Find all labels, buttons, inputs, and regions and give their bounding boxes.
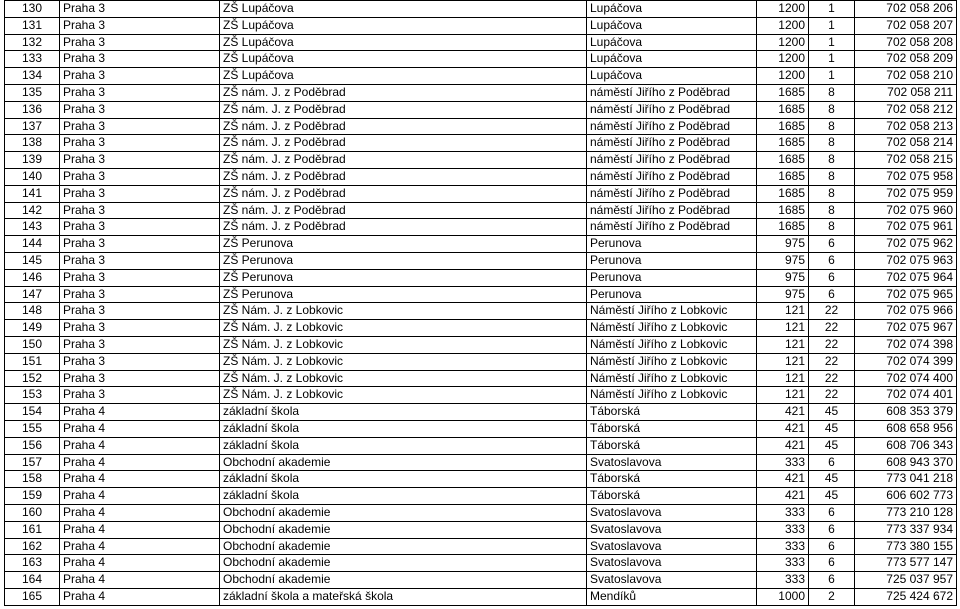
phone-number-cell[interactable]: 773 577 147 bbox=[855, 555, 957, 572]
district-cell[interactable]: Praha 3 bbox=[60, 168, 220, 185]
row-number-cell[interactable]: 135 bbox=[5, 84, 60, 101]
count-cell[interactable]: 45 bbox=[809, 488, 855, 505]
row-number-cell[interactable]: 139 bbox=[5, 152, 60, 169]
phone-number-cell[interactable]: 702 058 207 bbox=[855, 17, 957, 34]
capacity-cell[interactable]: 1200 bbox=[757, 51, 809, 68]
capacity-cell[interactable]: 421 bbox=[757, 404, 809, 421]
row-number-cell[interactable]: 154 bbox=[5, 404, 60, 421]
table-row bbox=[5, 17, 957, 34]
table-row bbox=[5, 51, 957, 68]
row-number-cell[interactable]: 134 bbox=[5, 68, 60, 85]
table-row bbox=[5, 572, 957, 589]
street-cell[interactable]: Lupáčova bbox=[587, 34, 757, 51]
street-cell[interactable]: Táborská bbox=[587, 420, 757, 437]
phone-number-cell[interactable]: 702 075 962 bbox=[855, 236, 957, 253]
district-cell[interactable]: Praha 3 bbox=[60, 1, 220, 18]
count-cell[interactable]: 1 bbox=[809, 34, 855, 51]
row-number-cell[interactable]: 143 bbox=[5, 219, 60, 236]
street-cell[interactable]: náměstí Jiřího z Poděbrad bbox=[587, 84, 757, 101]
table-row bbox=[5, 219, 957, 236]
phone-number-cell[interactable]: 702 058 215 bbox=[855, 152, 957, 169]
table-row bbox=[5, 252, 957, 269]
district-cell[interactable]: Praha 3 bbox=[60, 17, 220, 34]
street-cell[interactable]: Svatoslavova bbox=[587, 572, 757, 589]
count-cell[interactable]: 8 bbox=[809, 152, 855, 169]
school-name-cell[interactable]: základní škola bbox=[220, 437, 587, 454]
district-cell[interactable]: Praha 4 bbox=[60, 555, 220, 572]
capacity-cell[interactable]: 1685 bbox=[757, 168, 809, 185]
street-cell[interactable]: Náměstí Jiřího z Lobkovic bbox=[587, 303, 757, 320]
street-cell[interactable]: náměstí Jiřího z Poděbrad bbox=[587, 118, 757, 135]
capacity-cell[interactable]: 1000 bbox=[757, 588, 809, 605]
district-cell[interactable]: Praha 3 bbox=[60, 152, 220, 169]
count-cell[interactable]: 6 bbox=[809, 454, 855, 471]
capacity-cell[interactable]: 1685 bbox=[757, 118, 809, 135]
table-row bbox=[5, 152, 957, 169]
table-row bbox=[5, 185, 957, 202]
table-row bbox=[5, 471, 957, 488]
school-name-cell[interactable]: ZŠ nám. J. z Poděbrad bbox=[220, 219, 587, 236]
district-cell[interactable]: Praha 3 bbox=[60, 101, 220, 118]
district-cell[interactable]: Praha 3 bbox=[60, 68, 220, 85]
district-cell[interactable]: Praha 4 bbox=[60, 538, 220, 555]
street-cell[interactable]: náměstí Jiřího z Poděbrad bbox=[587, 219, 757, 236]
capacity-cell[interactable]: 421 bbox=[757, 471, 809, 488]
capacity-cell[interactable]: 1200 bbox=[757, 1, 809, 18]
district-cell[interactable]: Praha 3 bbox=[60, 252, 220, 269]
row-number-cell[interactable]: 145 bbox=[5, 252, 60, 269]
table-row bbox=[5, 168, 957, 185]
count-cell[interactable]: 8 bbox=[809, 84, 855, 101]
district-cell[interactable]: Praha 4 bbox=[60, 437, 220, 454]
district-cell[interactable]: Praha 4 bbox=[60, 488, 220, 505]
street-cell[interactable]: Náměstí Jiřího z Lobkovic bbox=[587, 370, 757, 387]
capacity-cell[interactable]: 975 bbox=[757, 236, 809, 253]
count-cell[interactable]: 6 bbox=[809, 521, 855, 538]
row-number-cell[interactable]: 148 bbox=[5, 303, 60, 320]
row-number-cell[interactable]: 150 bbox=[5, 336, 60, 353]
phone-number-cell[interactable]: 702 058 209 bbox=[855, 51, 957, 68]
count-cell[interactable]: 1 bbox=[809, 68, 855, 85]
school-name-cell[interactable]: ZŠ Perunova bbox=[220, 252, 587, 269]
phone-number-cell[interactable]: 702 058 211 bbox=[855, 84, 957, 101]
phone-number-cell[interactable]: 702 075 961 bbox=[855, 219, 957, 236]
district-cell[interactable]: Praha 4 bbox=[60, 504, 220, 521]
district-cell[interactable]: Praha 3 bbox=[60, 370, 220, 387]
street-cell[interactable]: Náměstí Jiřího z Lobkovic bbox=[587, 387, 757, 404]
school-name-cell[interactable]: ZŠ nám. J. z Poděbrad bbox=[220, 202, 587, 219]
school-name-cell[interactable]: Obchodní akademie bbox=[220, 538, 587, 555]
capacity-cell[interactable]: 1685 bbox=[757, 101, 809, 118]
table-row bbox=[5, 101, 957, 118]
street-cell[interactable]: náměstí Jiřího z Poděbrad bbox=[587, 135, 757, 152]
capacity-cell[interactable]: 1685 bbox=[757, 219, 809, 236]
phone-number-cell[interactable]: 702 058 206 bbox=[855, 1, 957, 18]
street-cell[interactable]: Perunova bbox=[587, 252, 757, 269]
school-name-cell[interactable]: základní škola bbox=[220, 488, 587, 505]
school-name-cell[interactable]: ZŠ nám. J. z Poděbrad bbox=[220, 84, 587, 101]
capacity-cell[interactable]: 333 bbox=[757, 538, 809, 555]
phone-number-cell[interactable]: 702 075 964 bbox=[855, 269, 957, 286]
row-number-cell[interactable]: 153 bbox=[5, 387, 60, 404]
table-row bbox=[5, 488, 957, 505]
school-name-cell[interactable]: ZŠ Perunova bbox=[220, 236, 587, 253]
phone-number-cell[interactable]: 702 075 959 bbox=[855, 185, 957, 202]
street-cell[interactable]: Lupáčova bbox=[587, 51, 757, 68]
district-cell[interactable]: Praha 4 bbox=[60, 572, 220, 589]
table-row bbox=[5, 370, 957, 387]
school-name-cell[interactable]: ZŠ Nám. J. z Lobkovic bbox=[220, 353, 587, 370]
capacity-cell[interactable]: 975 bbox=[757, 286, 809, 303]
capacity-cell[interactable]: 1685 bbox=[757, 135, 809, 152]
row-number-cell[interactable]: 147 bbox=[5, 286, 60, 303]
row-number-cell[interactable]: 152 bbox=[5, 370, 60, 387]
phone-number-cell[interactable]: 608 943 370 bbox=[855, 454, 957, 471]
phone-number-cell[interactable]: 702 074 398 bbox=[855, 336, 957, 353]
district-cell[interactable]: Praha 3 bbox=[60, 84, 220, 101]
street-cell[interactable]: Táborská bbox=[587, 437, 757, 454]
table-row bbox=[5, 236, 957, 253]
school-name-cell[interactable]: ZŠ nám. J. z Poděbrad bbox=[220, 101, 587, 118]
district-cell[interactable]: Praha 4 bbox=[60, 404, 220, 421]
street-cell[interactable]: Táborská bbox=[587, 404, 757, 421]
school-name-cell[interactable]: ZŠ nám. J. z Poděbrad bbox=[220, 152, 587, 169]
district-cell[interactable]: Praha 3 bbox=[60, 202, 220, 219]
district-cell[interactable]: Praha 3 bbox=[60, 286, 220, 303]
district-cell[interactable]: Praha 3 bbox=[60, 219, 220, 236]
street-cell[interactable]: náměstí Jiřího z Poděbrad bbox=[587, 202, 757, 219]
phone-number-cell[interactable]: 725 037 957 bbox=[855, 572, 957, 589]
phone-number-cell[interactable]: 702 074 401 bbox=[855, 387, 957, 404]
school-name-cell[interactable]: Obchodní akademie bbox=[220, 555, 587, 572]
school-name-cell[interactable]: ZŠ Lupáčova bbox=[220, 68, 587, 85]
street-cell[interactable]: Lupáčova bbox=[587, 1, 757, 18]
capacity-cell[interactable]: 333 bbox=[757, 555, 809, 572]
school-name-cell[interactable]: ZŠ nám. J. z Poděbrad bbox=[220, 168, 587, 185]
row-number-cell[interactable]: 136 bbox=[5, 101, 60, 118]
phone-number-cell[interactable]: 702 058 210 bbox=[855, 68, 957, 85]
school-name-cell[interactable]: základní škola bbox=[220, 404, 587, 421]
capacity-cell[interactable]: 421 bbox=[757, 420, 809, 437]
capacity-cell[interactable]: 121 bbox=[757, 303, 809, 320]
row-number-cell[interactable]: 141 bbox=[5, 185, 60, 202]
capacity-cell[interactable]: 1685 bbox=[757, 185, 809, 202]
table-row bbox=[5, 588, 957, 605]
phone-number-cell[interactable]: 702 058 214 bbox=[855, 135, 957, 152]
street-cell[interactable]: Svatoslavova bbox=[587, 504, 757, 521]
district-cell[interactable]: Praha 4 bbox=[60, 521, 220, 538]
table-row bbox=[5, 437, 957, 454]
phone-number-cell[interactable]: 608 353 379 bbox=[855, 404, 957, 421]
count-cell[interactable]: 8 bbox=[809, 168, 855, 185]
count-cell[interactable]: 22 bbox=[809, 370, 855, 387]
count-cell[interactable]: 8 bbox=[809, 101, 855, 118]
table-row bbox=[5, 202, 957, 219]
row-number-cell[interactable]: 130 bbox=[5, 1, 60, 18]
phone-number-cell[interactable]: 702 075 965 bbox=[855, 286, 957, 303]
count-cell[interactable]: 6 bbox=[809, 252, 855, 269]
school-name-cell[interactable]: ZŠ nám. J. z Poděbrad bbox=[220, 185, 587, 202]
table-row bbox=[5, 454, 957, 471]
street-cell[interactable]: Lupáčova bbox=[587, 68, 757, 85]
table-row bbox=[5, 420, 957, 437]
row-number-cell[interactable]: 162 bbox=[5, 538, 60, 555]
count-cell[interactable]: 6 bbox=[809, 538, 855, 555]
table-row bbox=[5, 1, 957, 18]
count-cell[interactable]: 8 bbox=[809, 135, 855, 152]
capacity-cell[interactable]: 1685 bbox=[757, 84, 809, 101]
school-name-cell[interactable]: ZŠ Nám. J. z Lobkovic bbox=[220, 336, 587, 353]
row-number-cell[interactable]: 151 bbox=[5, 353, 60, 370]
street-cell[interactable]: Svatoslavova bbox=[587, 555, 757, 572]
school-name-cell[interactable]: Obchodní akademie bbox=[220, 572, 587, 589]
street-cell[interactable]: Perunova bbox=[587, 286, 757, 303]
street-cell[interactable]: Svatoslavova bbox=[587, 538, 757, 555]
phone-number-cell[interactable]: 702 074 399 bbox=[855, 353, 957, 370]
phone-number-cell[interactable]: 608 658 956 bbox=[855, 420, 957, 437]
row-number-cell[interactable]: 156 bbox=[5, 437, 60, 454]
capacity-cell[interactable]: 333 bbox=[757, 454, 809, 471]
district-cell[interactable]: Praha 4 bbox=[60, 471, 220, 488]
count-cell[interactable]: 22 bbox=[809, 336, 855, 353]
table-row bbox=[5, 387, 957, 404]
count-cell[interactable]: 2 bbox=[809, 588, 855, 605]
capacity-cell[interactable]: 121 bbox=[757, 320, 809, 337]
count-cell[interactable]: 6 bbox=[809, 572, 855, 589]
table-row bbox=[5, 118, 957, 135]
street-cell[interactable]: náměstí Jiřího z Poděbrad bbox=[587, 152, 757, 169]
count-cell[interactable]: 22 bbox=[809, 353, 855, 370]
capacity-cell[interactable]: 1200 bbox=[757, 17, 809, 34]
school-name-cell[interactable]: ZŠ Nám. J. z Lobkovic bbox=[220, 387, 587, 404]
street-cell[interactable]: Perunova bbox=[587, 236, 757, 253]
row-number-cell[interactable]: 137 bbox=[5, 118, 60, 135]
count-cell[interactable]: 8 bbox=[809, 185, 855, 202]
row-number-cell[interactable]: 159 bbox=[5, 488, 60, 505]
count-cell[interactable]: 6 bbox=[809, 504, 855, 521]
district-cell[interactable]: Praha 3 bbox=[60, 269, 220, 286]
count-cell[interactable]: 22 bbox=[809, 303, 855, 320]
table-row bbox=[5, 538, 957, 555]
row-number-cell[interactable]: 131 bbox=[5, 17, 60, 34]
street-cell[interactable]: Lupáčova bbox=[587, 17, 757, 34]
count-cell[interactable]: 8 bbox=[809, 202, 855, 219]
school-name-cell[interactable]: ZŠ Lupáčova bbox=[220, 1, 587, 18]
school-name-cell[interactable]: ZŠ nám. J. z Poděbrad bbox=[220, 135, 587, 152]
spreadsheet-table bbox=[4, 0, 957, 606]
table-row bbox=[5, 521, 957, 538]
count-cell[interactable]: 45 bbox=[809, 420, 855, 437]
district-cell[interactable]: Praha 3 bbox=[60, 387, 220, 404]
phone-number-cell[interactable]: 702 075 963 bbox=[855, 252, 957, 269]
phone-number-cell[interactable]: 702 075 960 bbox=[855, 202, 957, 219]
count-cell[interactable]: 22 bbox=[809, 387, 855, 404]
district-cell[interactable]: Praha 3 bbox=[60, 336, 220, 353]
row-number-cell[interactable]: 160 bbox=[5, 504, 60, 521]
street-cell[interactable]: Táborská bbox=[587, 488, 757, 505]
district-cell[interactable]: Praha 4 bbox=[60, 454, 220, 471]
capacity-cell[interactable]: 1685 bbox=[757, 202, 809, 219]
table-row bbox=[5, 404, 957, 421]
school-name-cell[interactable]: ZŠ Lupáčova bbox=[220, 17, 587, 34]
phone-number-cell[interactable]: 773 337 934 bbox=[855, 521, 957, 538]
street-cell[interactable]: Svatoslavova bbox=[587, 521, 757, 538]
district-cell[interactable]: Praha 4 bbox=[60, 588, 220, 605]
district-cell[interactable]: Praha 3 bbox=[60, 118, 220, 135]
capacity-cell[interactable]: 121 bbox=[757, 336, 809, 353]
count-cell[interactable]: 8 bbox=[809, 118, 855, 135]
phone-number-cell[interactable]: 773 041 218 bbox=[855, 471, 957, 488]
phone-number-cell[interactable]: 702 074 400 bbox=[855, 370, 957, 387]
capacity-cell[interactable]: 1685 bbox=[757, 152, 809, 169]
table-row bbox=[5, 68, 957, 85]
table-row bbox=[5, 555, 957, 572]
capacity-cell[interactable]: 121 bbox=[757, 353, 809, 370]
count-cell[interactable]: 6 bbox=[809, 236, 855, 253]
phone-number-cell[interactable]: 606 602 773 bbox=[855, 488, 957, 505]
row-number-cell[interactable]: 138 bbox=[5, 135, 60, 152]
school-name-cell[interactable]: ZŠ Nám. J. z Lobkovic bbox=[220, 370, 587, 387]
row-number-cell[interactable]: 155 bbox=[5, 420, 60, 437]
street-cell[interactable]: Náměstí Jiřího z Lobkovic bbox=[587, 336, 757, 353]
row-number-cell[interactable]: 133 bbox=[5, 51, 60, 68]
table-row bbox=[5, 353, 957, 370]
street-cell[interactable]: Táborská bbox=[587, 471, 757, 488]
phone-number-cell[interactable]: 702 075 958 bbox=[855, 168, 957, 185]
district-cell[interactable]: Praha 3 bbox=[60, 236, 220, 253]
count-cell[interactable]: 1 bbox=[809, 17, 855, 34]
district-cell[interactable]: Praha 3 bbox=[60, 135, 220, 152]
street-cell[interactable]: Mendíků bbox=[587, 588, 757, 605]
row-number-cell[interactable]: 144 bbox=[5, 236, 60, 253]
phone-number-cell[interactable]: 702 058 213 bbox=[855, 118, 957, 135]
row-number-cell[interactable]: 149 bbox=[5, 320, 60, 337]
count-cell[interactable]: 22 bbox=[809, 320, 855, 337]
district-cell[interactable]: Praha 4 bbox=[60, 420, 220, 437]
table-row bbox=[5, 504, 957, 521]
street-cell[interactable]: náměstí Jiřího z Poděbrad bbox=[587, 101, 757, 118]
table-row bbox=[5, 336, 957, 353]
count-cell[interactable]: 45 bbox=[809, 404, 855, 421]
row-number-cell[interactable]: 140 bbox=[5, 168, 60, 185]
row-number-cell[interactable]: 164 bbox=[5, 572, 60, 589]
school-name-cell[interactable]: ZŠ Lupáčova bbox=[220, 34, 587, 51]
street-cell[interactable]: Náměstí Jiřího z Lobkovic bbox=[587, 353, 757, 370]
district-cell[interactable]: Praha 3 bbox=[60, 185, 220, 202]
district-cell[interactable]: Praha 3 bbox=[60, 51, 220, 68]
phone-number-cell[interactable]: 702 075 967 bbox=[855, 320, 957, 337]
school-name-cell[interactable]: základní škola bbox=[220, 471, 587, 488]
row-number-cell[interactable]: 165 bbox=[5, 588, 60, 605]
phone-number-cell[interactable]: 702 058 208 bbox=[855, 34, 957, 51]
count-cell[interactable]: 6 bbox=[809, 555, 855, 572]
street-cell[interactable]: Náměstí Jiřího z Lobkovic bbox=[587, 320, 757, 337]
count-cell[interactable]: 45 bbox=[809, 437, 855, 454]
street-cell[interactable]: náměstí Jiřího z Poděbrad bbox=[587, 185, 757, 202]
school-name-cell[interactable]: základní škola a mateřská škola bbox=[220, 588, 587, 605]
district-cell[interactable]: Praha 3 bbox=[60, 34, 220, 51]
row-number-cell[interactable]: 132 bbox=[5, 34, 60, 51]
row-number-cell[interactable]: 163 bbox=[5, 555, 60, 572]
school-name-cell[interactable]: ZŠ Nám. J. z Lobkovic bbox=[220, 303, 587, 320]
table-row bbox=[5, 34, 957, 51]
school-name-cell[interactable]: ZŠ Nám. J. z Lobkovic bbox=[220, 320, 587, 337]
capacity-cell[interactable]: 1200 bbox=[757, 34, 809, 51]
phone-number-cell[interactable]: 608 706 343 bbox=[855, 437, 957, 454]
table-row bbox=[5, 286, 957, 303]
row-number-cell[interactable]: 157 bbox=[5, 454, 60, 471]
capacity-cell[interactable]: 333 bbox=[757, 521, 809, 538]
table-row bbox=[5, 320, 957, 337]
count-cell[interactable]: 8 bbox=[809, 219, 855, 236]
school-name-cell[interactable]: ZŠ Perunova bbox=[220, 286, 587, 303]
phone-number-cell[interactable]: 725 424 672 bbox=[855, 588, 957, 605]
capacity-cell[interactable]: 975 bbox=[757, 252, 809, 269]
capacity-cell[interactable]: 1200 bbox=[757, 68, 809, 85]
count-cell[interactable]: 1 bbox=[809, 1, 855, 18]
capacity-cell[interactable]: 421 bbox=[757, 488, 809, 505]
table-row bbox=[5, 84, 957, 101]
capacity-cell[interactable]: 333 bbox=[757, 572, 809, 589]
capacity-cell[interactable]: 121 bbox=[757, 387, 809, 404]
count-cell[interactable]: 1 bbox=[809, 51, 855, 68]
district-cell[interactable]: Praha 3 bbox=[60, 320, 220, 337]
table-row bbox=[5, 303, 957, 320]
count-cell[interactable]: 6 bbox=[809, 286, 855, 303]
street-cell[interactable]: Perunova bbox=[587, 269, 757, 286]
street-cell[interactable]: náměstí Jiřího z Poděbrad bbox=[587, 168, 757, 185]
row-number-cell[interactable]: 146 bbox=[5, 269, 60, 286]
school-name-cell[interactable]: ZŠ Lupáčova bbox=[220, 51, 587, 68]
school-name-cell[interactable]: Obchodní akademie bbox=[220, 521, 587, 538]
count-cell[interactable]: 45 bbox=[809, 471, 855, 488]
phone-number-cell[interactable]: 702 058 212 bbox=[855, 101, 957, 118]
phone-number-cell[interactable]: 773 380 155 bbox=[855, 538, 957, 555]
district-cell[interactable]: Praha 3 bbox=[60, 353, 220, 370]
row-number-cell[interactable]: 158 bbox=[5, 471, 60, 488]
table-body bbox=[5, 1, 957, 606]
capacity-cell[interactable]: 421 bbox=[757, 437, 809, 454]
capacity-cell[interactable]: 333 bbox=[757, 504, 809, 521]
school-name-cell[interactable]: ZŠ Perunova bbox=[220, 269, 587, 286]
district-cell[interactable]: Praha 3 bbox=[60, 303, 220, 320]
street-cell[interactable]: Svatoslavova bbox=[587, 454, 757, 471]
school-name-cell[interactable]: Obchodní akademie bbox=[220, 454, 587, 471]
table-row bbox=[5, 269, 957, 286]
row-number-cell[interactable]: 161 bbox=[5, 521, 60, 538]
capacity-cell[interactable]: 121 bbox=[757, 370, 809, 387]
school-name-cell[interactable]: ZŠ nám. J. z Poděbrad bbox=[220, 118, 587, 135]
school-name-cell[interactable]: základní škola bbox=[220, 420, 587, 437]
capacity-cell[interactable]: 975 bbox=[757, 269, 809, 286]
phone-number-cell[interactable]: 773 210 128 bbox=[855, 504, 957, 521]
school-name-cell[interactable]: Obchodní akademie bbox=[220, 504, 587, 521]
phone-number-cell[interactable]: 702 075 966 bbox=[855, 303, 957, 320]
count-cell[interactable]: 6 bbox=[809, 269, 855, 286]
row-number-cell[interactable]: 142 bbox=[5, 202, 60, 219]
table-row bbox=[5, 135, 957, 152]
